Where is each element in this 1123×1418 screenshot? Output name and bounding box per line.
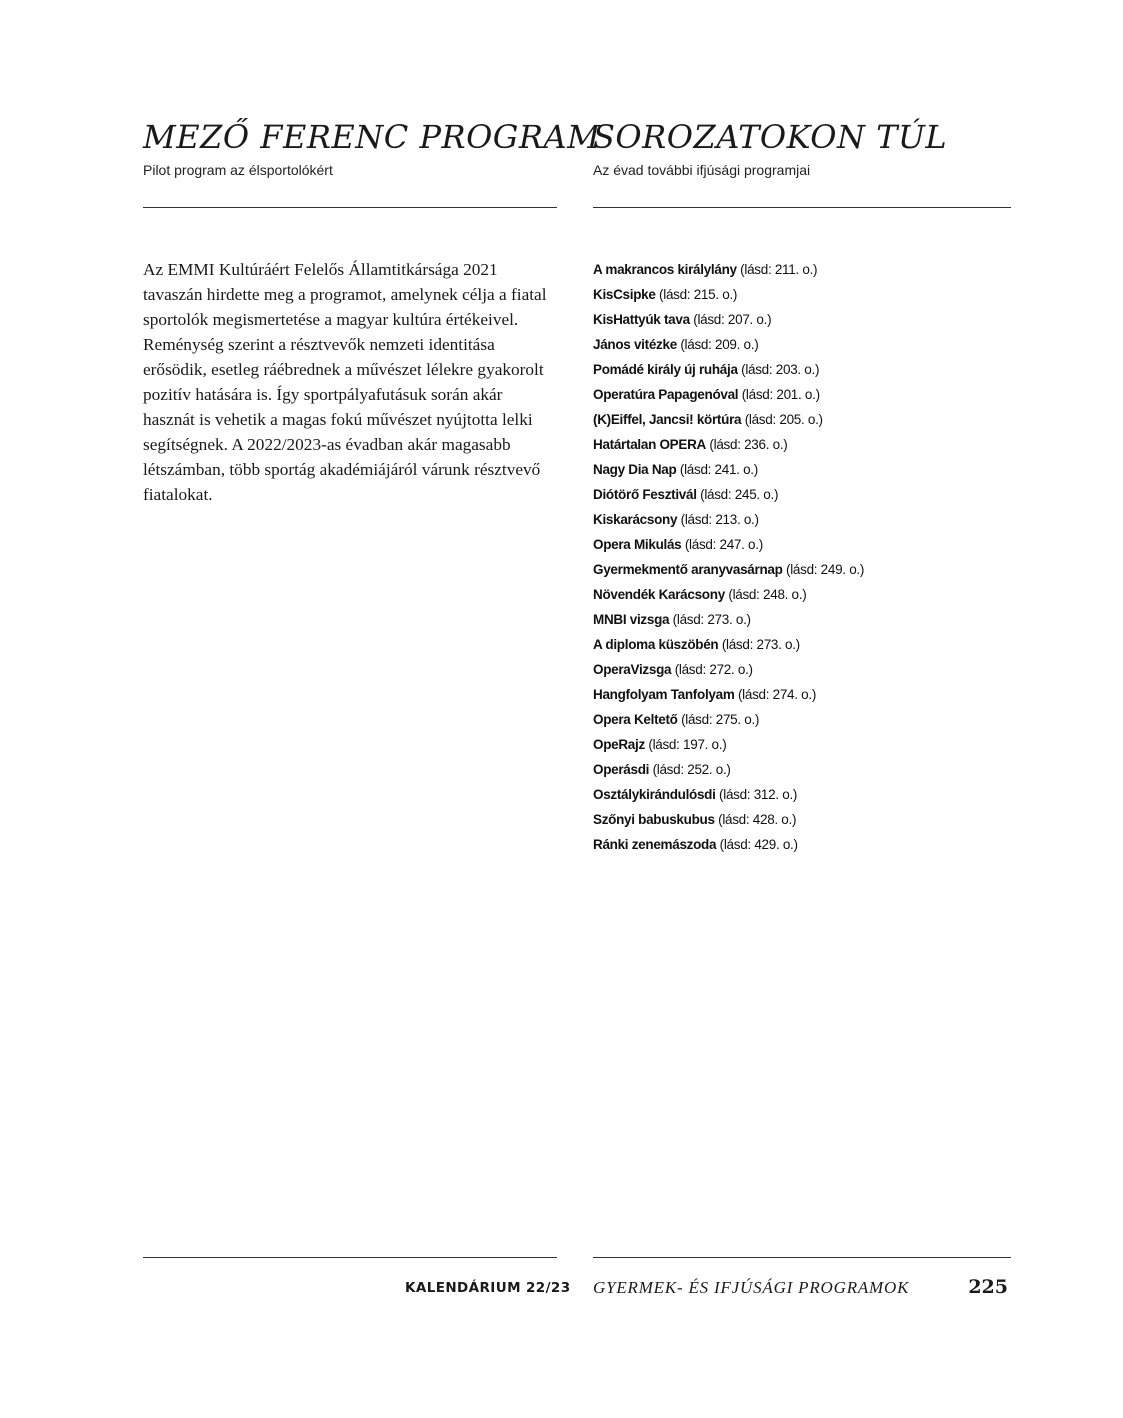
list-item — [593, 557, 864, 582]
program-page-reference: (lásd: 245. o.) — [696, 487, 779, 502]
program-name: A makrancos királylány — [593, 262, 737, 277]
program-name: Szőnyi babuskubus — [593, 812, 715, 827]
list-item — [593, 532, 864, 557]
program-page-reference: (lásd: 205. o.) — [741, 412, 823, 427]
program-name: Hangfolyam Tanfolyam — [593, 687, 735, 702]
list-item — [593, 757, 864, 782]
list-item — [593, 832, 864, 857]
program-page-reference: (lásd: 247. o.) — [681, 537, 763, 552]
program-page-reference: (lásd: 236. o.) — [705, 437, 788, 452]
list-item — [593, 482, 864, 507]
footer-publication: KALENDÁRIUM 22/23 — [405, 1280, 571, 1296]
left-bottom-divider — [143, 1257, 557, 1258]
program-page-reference: (lásd: 428. o.) — [714, 812, 797, 827]
program-name: Opera Mikulás — [593, 537, 682, 552]
list-item — [593, 382, 864, 407]
list-item — [593, 682, 864, 707]
program-page-reference: (lásd: 201. o.) — [738, 387, 820, 402]
left-section-body: Az EMMI Kultúráért Felelős Államtitkársága 2021 tavaszán hirdette meg a programot, amelynek célja a fiatal sportolók megismertetése a magyar kultúra értékeivel. Reménység szerint a résztvevők nemzeti identitása erősödik, esetleg ráébrednek a művészet lélekre gyakorolt pozitív hatására is. Így sportpályafutásuk során akár hasznát is vehetik a magas fokú művészet nyújtotta lelki segítségnek. A 2022/2023-as évadban akár magasabb létszámban, több sportág akadémiájáról várunk résztvevő fiatalokat. — [143, 260, 547, 504]
list-item — [593, 332, 864, 357]
right-section-title: SOROZATOKON TÚL — [593, 118, 948, 156]
program-name: Gyermekmentő aranyvasárnap — [593, 562, 783, 577]
left-top-divider — [143, 207, 557, 208]
program-name: Kiskarácsony — [593, 512, 678, 527]
program-page-reference: (lásd: 275. o.) — [677, 712, 760, 727]
program-name: A diploma küszöbén — [593, 637, 719, 652]
program-name: Opera Keltető — [593, 712, 678, 727]
right-section-subtitle: Az évad további ifjúsági programjai — [593, 162, 811, 178]
program-page-reference: (lásd: 249. o.) — [782, 562, 865, 577]
program-page-reference: (lásd: 213. o.) — [677, 512, 759, 527]
list-item — [593, 282, 864, 307]
program-name: Növendék Karácsony — [593, 587, 725, 602]
program-name: Pomádé király új ruhája — [593, 362, 738, 377]
program-page-reference: (lásd: 197. o.) — [644, 737, 727, 752]
program-page-reference: (lásd: 252. o.) — [649, 762, 731, 777]
list-item — [593, 457, 864, 482]
program-page-reference: (lásd: 209. o.) — [676, 337, 759, 352]
list-item — [593, 707, 864, 732]
list-item — [593, 407, 864, 432]
list-item — [593, 357, 864, 382]
program-page-reference: (lásd: 429. o.) — [716, 837, 798, 852]
program-name: Osztálykirándulósdi — [593, 787, 716, 802]
program-name: Diótörő Fesztivál — [593, 487, 697, 502]
program-name: Ránki zenemászoda — [593, 837, 717, 852]
program-name: János vitézke — [593, 337, 677, 352]
program-name: OperaVizsga — [593, 662, 672, 677]
program-name: KisHattyúk tava — [593, 312, 690, 327]
list-item — [593, 432, 864, 457]
program-page-reference: (lásd: 241. o.) — [676, 462, 758, 477]
program-page-reference: (lásd: 215. o.) — [655, 287, 738, 302]
right-top-divider — [593, 207, 1011, 208]
list-item — [593, 657, 864, 682]
program-name: (K)Eiffel, Jancsi! körtúra — [593, 412, 742, 427]
list-item — [593, 807, 864, 832]
program-page-reference: (lásd: 248. o.) — [724, 587, 807, 602]
list-item — [593, 732, 864, 757]
program-page-reference: (lásd: 211. o.) — [736, 262, 818, 277]
program-name: Határtalan OPERA — [593, 437, 706, 452]
program-name: Operásdi — [593, 762, 650, 777]
program-page-reference: (lásd: 312. o.) — [715, 787, 798, 802]
program-page-reference: (lásd: 273. o.) — [718, 637, 800, 652]
program-name: OpeRajz — [593, 737, 645, 752]
list-item — [593, 507, 864, 532]
program-name: MNBI vizsga — [593, 612, 670, 627]
program-name: Operatúra Papagenóval — [593, 387, 739, 402]
list-item — [593, 607, 864, 632]
left-section-title: MEZŐ FERENC PROGRAM — [143, 118, 601, 156]
program-page-reference: (lásd: 274. o.) — [734, 687, 817, 702]
program-page-reference: (lásd: 272. o.) — [671, 662, 753, 677]
program-page-reference: (lásd: 273. o.) — [669, 612, 751, 627]
program-page-reference: (lásd: 207. o.) — [689, 312, 772, 327]
footer-section-name: GYERMEK- ÉS IFJÚSÁGI PROGRAMOK — [593, 1278, 910, 1297]
program-page-reference: (lásd: 203. o.) — [737, 362, 820, 377]
program-name: Nagy Dia Nap — [593, 462, 677, 477]
left-section-subtitle: Pilot program az élsportolókért — [143, 162, 333, 178]
page-number: 225 — [968, 1276, 1008, 1298]
program-list — [593, 257, 864, 857]
list-item — [593, 582, 864, 607]
program-name: KisCsipke — [593, 287, 656, 302]
list-item — [593, 632, 864, 657]
list-item — [593, 782, 864, 807]
list-item — [593, 307, 864, 332]
list-item — [593, 257, 864, 282]
right-bottom-divider — [593, 1257, 1011, 1258]
